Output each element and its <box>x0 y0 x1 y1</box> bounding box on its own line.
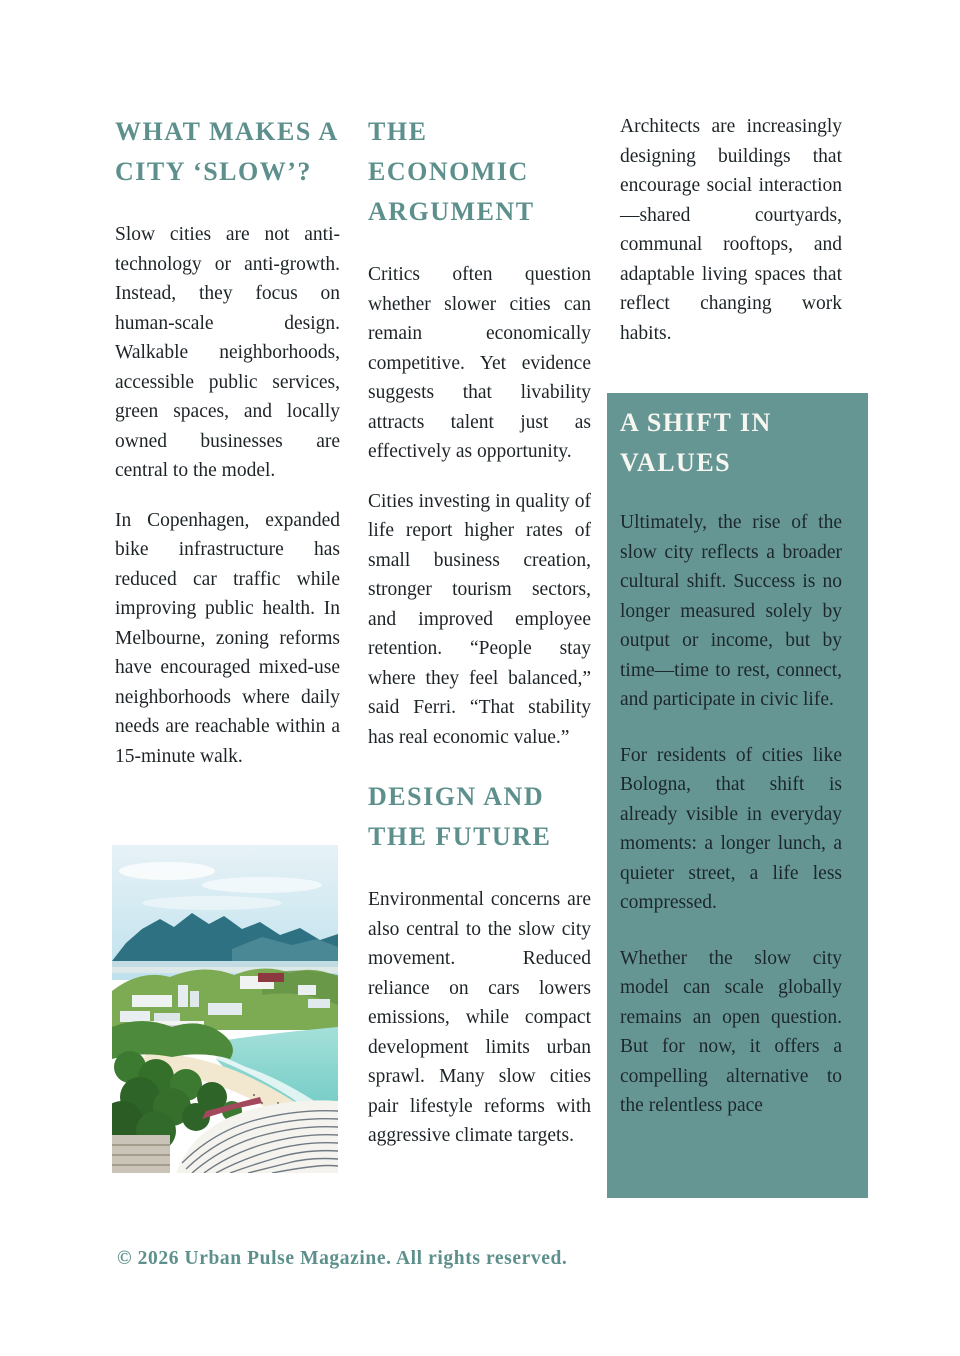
paragraph: Slow cities are not anti-technology or anti-growth. Instead, they focus on human-scale design. Walkable neighborhoods, accessible public services, green spaces, and locally owned businesses are central to the model. <box>115 224 340 481</box>
section-heading-what-makes-a-city-slow <box>115 112 340 192</box>
coastal-city-photo <box>112 845 338 1173</box>
heading-line: A SHIFT IN <box>620 408 772 437</box>
heading-line: DESIGN AND <box>368 782 545 811</box>
shift-in-values-callout <box>607 393 868 1198</box>
paragraph: Cities investing in quality of life report higher rates of small business creation, stronger tourism sectors, and improved employee retention. “People stay where they feel balanced,” said Ferri. “That stability has real economic value.” <box>368 490 591 748</box>
coastal-city-photo-illustration <box>112 845 338 1173</box>
callout-paragraph: For residents of cities like Bologna, that shift is already visible in everyday moments: a longer lunch, a quieter street, a life less compressed. <box>620 744 842 913</box>
column-right <box>607 112 868 1116</box>
paragraph: Critics often question whether slower cities can remain economically competitive. Yet evidence suggests that livability attracts talent just as effectively as opportunity. <box>368 264 591 462</box>
heading-line: CITY ‘SLOW’? <box>115 157 312 186</box>
callout-heading-a-shift-in-values <box>620 403 842 483</box>
heading-line: THE FUTURE <box>368 822 552 851</box>
paragraph: Environmental concerns are also central to the slow city movement. Reduced reliance on cars lowers emissions, while compact development limits urban sprawl. Many slow cities pair lifestyle reforms with aggressive climate targets. <box>368 889 591 1146</box>
section-heading-design-and-the-future <box>368 777 591 857</box>
footer-copyright: © 2026 Urban Pulse Magazine. All rights reserved. <box>117 1248 568 1269</box>
heading-line: ARGUMENT <box>368 197 535 226</box>
heading-line: VALUES <box>620 448 732 477</box>
callout-paragraph: Ultimately, the rise of the slow city reflects a broader cultural shift. Success is no longer measured solely by output or income, but by time—time to rest, connect, and participate in civic life. <box>620 512 842 710</box>
paragraph-architecture: Architects are increasingly designing buildings that encourage social interaction—shared courtyards, communal rooftops, and adaptable living spaces that reflect changing work habits. <box>620 116 842 344</box>
column-left <box>115 112 340 791</box>
heading-line: THE ECONOMIC <box>368 117 529 186</box>
column-middle <box>368 112 591 1171</box>
callout-paragraph: Whether the slow city model can scale globally remains an open question. But for now, it offers a compelling alternative to the relentless pace <box>620 947 842 1116</box>
paragraph: In Copenhagen, expanded bike infrastructure has reduced car traffic while improving public health. In Melbourne, zoning reforms have encouraged mixed-use neighborhoods where daily needs are reachable within a 15-minute walk. <box>115 509 340 767</box>
section-heading-economic-argument <box>368 112 591 232</box>
heading-line: WHAT MAKES A <box>115 117 339 146</box>
